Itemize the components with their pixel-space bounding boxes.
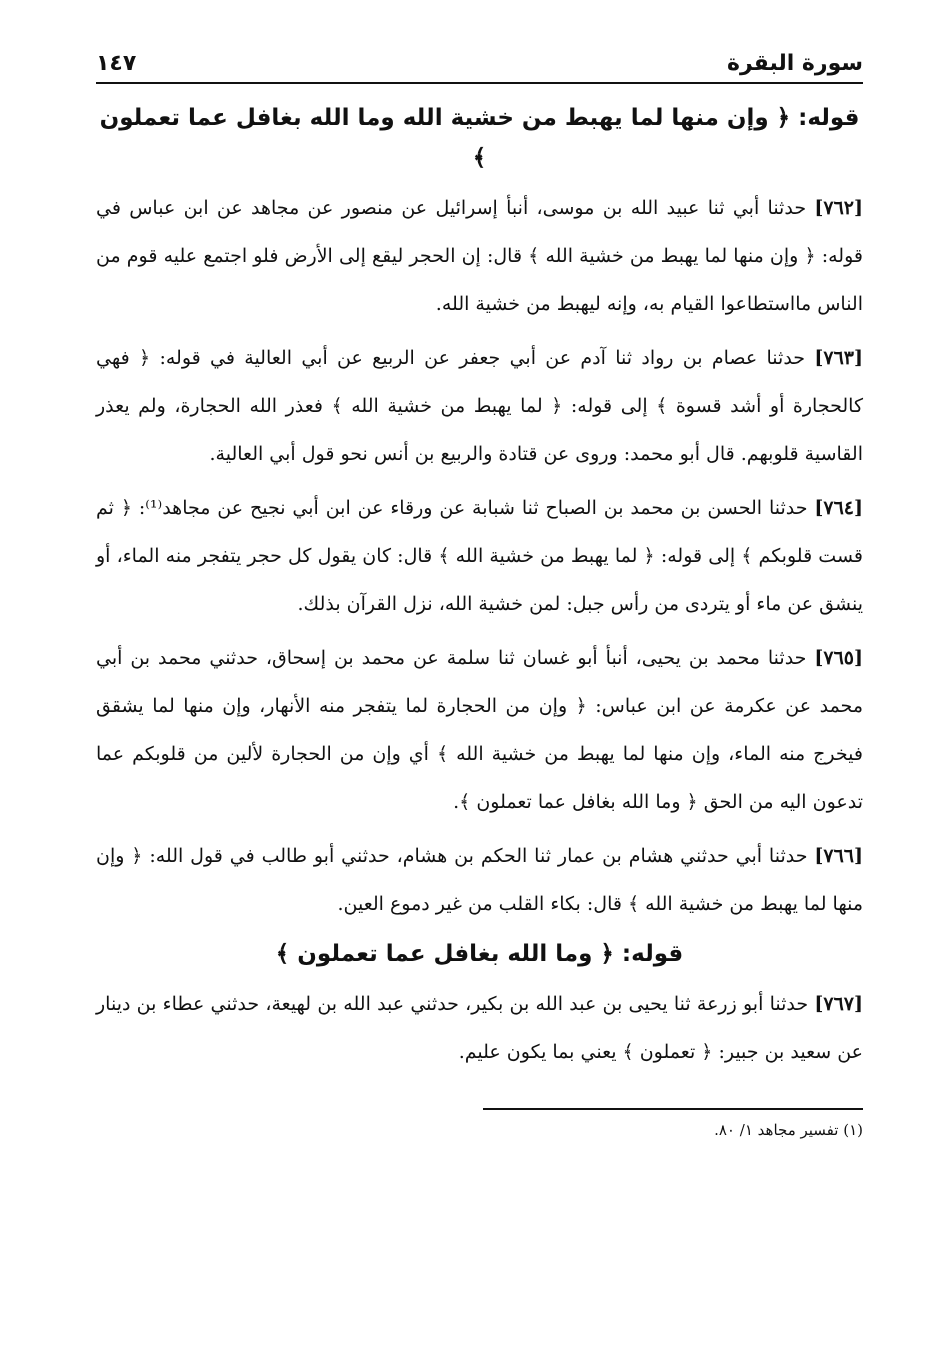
hadith-paragraph [96, 484, 863, 628]
hadith-paragraph [96, 334, 863, 478]
hadith-number: [٧٦٢] [814, 197, 863, 219]
hadith-text: حدثنا أبو زرعة ثنا يحيى بن عبد الله بن بكير، حدثني عبد الله بن لهيعة، حدثني عطاء بن دينار عن سعيد بن جبير: ﴿ تعملون ﴾ يعني بما يكون عليم. [96, 993, 863, 1063]
footnote: (١) تفسير مجاهد ١/ ٨٠. [714, 1121, 863, 1139]
hadith-text: حدثنا أبي حدثني هشام بن عمار ثنا الحكم بن هشام، حدثني أبو طالب في قول الله: ﴿ وإن منها لما يهبط من خشية الله ﴾ قال: بكاء القلب من غير دموع العين. [96, 845, 863, 915]
hadith-number: [٧٦٦] [814, 845, 863, 867]
section-heading: قوله: ﴿ وما الله بغافل عما تعملون ﴾ [275, 941, 684, 967]
hadith-number: [٧٦٤] [814, 497, 863, 519]
surah-title: سورة البقرة [726, 51, 863, 76]
hadith-text: حدثنا محمد بن يحيى، أنبأ أبو غسان ثنا سلمة عن محمد بن إسحاق، حدثني محمد بن أبي محمد عن عكرمة عن ابن عباس: ﴿ وإن من الحجارة لما يتفجر منه الأنهار، وإن منها لما يشقق فيخرج منه الماء، وإن منها لما يهبط من خشية الله ﴾ أي وإن من الحجارة لألين من قلوبكم عما تدعون اليه من الحق ﴿ وما الله بغافل عما تعملون ﴾. [96, 647, 863, 813]
footnote-rule [483, 1108, 863, 1110]
hadith-number: [٧٦٥] [814, 647, 863, 669]
hadith-text: حدثنا أبي ثنا عبيد الله بن موسى، أنبأ إسرائيل عن منصور عن مجاهد عن ابن عباس في قوله: ﴿ وإن منها لما يهبط من خشية الله ﴾ قال: إن الحجر ليقع إلى الأرض فلو اجتمع عليه قوم من الناس مااستطاعوا القيام به، وإنه ليهبط من خشية الله. [96, 197, 863, 315]
hadith-paragraph [96, 832, 863, 928]
hadith-paragraph [96, 634, 863, 826]
header-rule [96, 82, 863, 84]
hadith-paragraph [96, 184, 863, 328]
hadith-number: [٧٦٣] [814, 347, 864, 369]
page-header [96, 38, 863, 76]
section-heading: قوله: ﴿ وإن منها لما يهبط من خشية الله وما الله بغافل عما تعملون ﴾ [99, 105, 860, 171]
hadith-text: حدثنا عصام بن رواد ثنا آدم عن أبي جعفر عن الربيع عن أبي العالية في قوله: ﴿ فهي كالحجارة أو أشد قسوة ﴾ إلى قوله: ﴿ لما يهبط من خشية الله ﴾ فعذر الله الحجارة، ولم يعذر القاسية قلوبهم. قال أبو محمد: وروى عن قتادة والربيع بن أنس نحو قول أبي العالية. [96, 347, 863, 465]
hadith-text: حدثنا الحسن بن محمد بن الصباح ثنا شبابة عن ورقاء عن ابن أبي نجيح عن مجاهد⁽¹⁾: ﴿ ثم قست قلوبكم ﴾ إلى قوله: ﴿ لما يهبط من خشية الله ﴾ قال: كان يقول كل حجر يتفجر منه الماء، أو ينشق عن ماء أو يتردى من رأس جبل: لمن خشية الله، نزل القرآن بذلك. [96, 497, 863, 615]
hadith-number: [٧٦٧] [814, 993, 863, 1015]
hadith-paragraph [96, 980, 863, 1076]
page-number: ١٤٧ [96, 51, 137, 76]
